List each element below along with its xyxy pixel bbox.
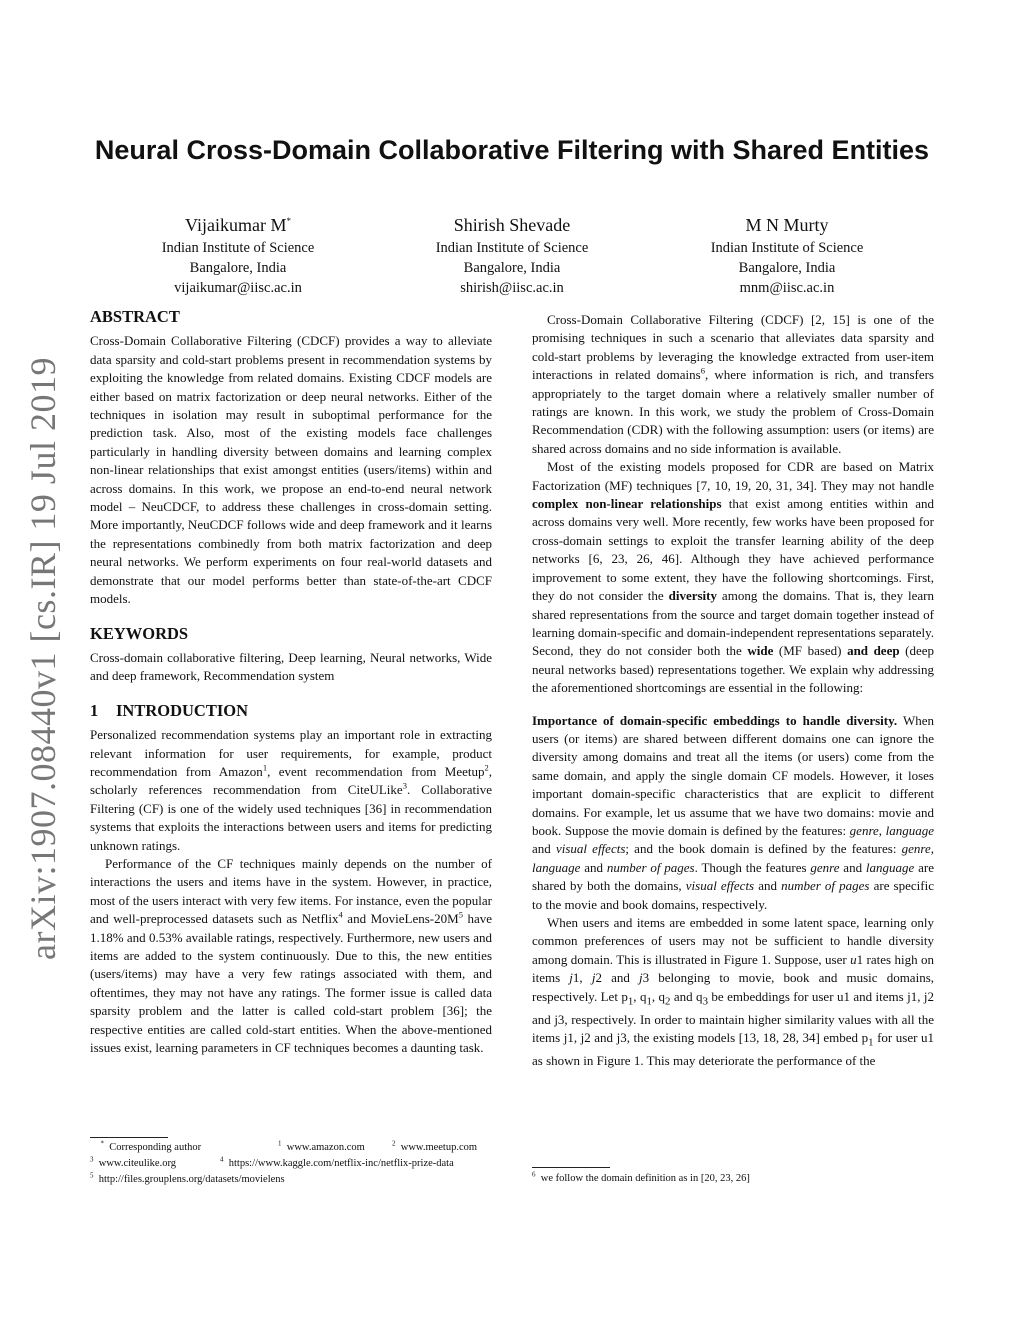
abstract-heading: ABSTRACT <box>90 307 180 326</box>
author-affiliation: Indian Institute of Science <box>161 240 315 256</box>
keywords-text: Cross-domain collaborative filtering, Deep learning, Neural networks, Wide and deep framework, Recommendation system <box>90 649 492 684</box>
body-paragraph: Importance of domain-specific embeddings to handle diversity. When users (or items) are shared between different domains one can ignore the diversity among domains and treat all the items (or users) come from the same domain, and apply the single domain CF models. However, it loses important domain-specific characteristics that are explicit to different domains. For example, let us assume that we have two domains: movie and book. Suppose the movie domain is defined by the features: genre, language and visual effects; and the book domain is defined by the features: genre, language and number of pages. Though the features genre and language are shared by both the domains, visual effects and number of pages are specific to the movie and book domains, respectively. <box>532 712 935 912</box>
intro-paragraph: Personalized recommendation systems play an important role in extracting relevant information for user requirements, for example, product recommendation from Amazon$^1$, event recommendation from Meetup$^2$, scholarly references recommendation from CiteULike$^3$. Collaborative Filtering (CF) is one of the widely used techniques [36] in recommendation systems that exploits the interactions between users and items for predicting unknown ratings. <box>90 727 492 853</box>
footnote-4: $^4$ https://www.kaggle.com/netflix-inc/netflix-prize-data <box>220 1155 454 1169</box>
footnote-6: $^6$ we follow the domain definition as in [20, 23, 26] <box>532 1170 750 1184</box>
author-block <box>657 212 917 298</box>
footnote-corresponding: * Corresponding author <box>100 1139 202 1153</box>
body-paragraph: Most of the existing models proposed for CDR are based on Matrix Factorization (MF) techniques [7, 10, 19, 20, 31, 34]. They may not handle complex non-linear relationships that exist among entities within and across domains very well. More recently, few works have been proposed for cross-domain settings to exploit the transfer learning ability of the deep networks [6, 23, 26, 46]. Although they have achieved performance improvement to some extent, they have the following shortcomings. First, they do not consider the diversity among the domains. That is, they learn shared representations from the source and target domain together instead of learning domain-specific and domain-independent representations separately. Second, they do not consider both the wide (MF based) and deep (deep neural networks based) representations together. We explain why addressing the aforementioned shortcomings are essential in the following: <box>532 459 935 696</box>
left-column <box>90 308 492 1057</box>
body-paragraph: Cross-Domain Collaborative Filtering (CDCF) [2, 15] is one of the promising techniques in such a scenario that alleviates data sparsity and cold-start problems by leveraging the knowledge extracted from user-item interactions in related domains$^6$, where information is rich, and transfers appropriately to the target domain where a relatively smaller number of ratings are known. In this work, we study the problem of Cross-Domain Recommendation (CDR) with the following assumption: users (or items) are shared across domains and no side information is available. <box>532 312 934 456</box>
intro-paragraph: Performance of the CF techniques mainly depends on the number of interactions the users and items have in the system. However, in practice, most of the users interact with very few items. For instance, even the popular and well-preprocessed datasets such as Netflix$^4$ and MovieLens-$20M^5$ have 1.18% and 0.53% available ratings, respectively. Furthermore, new users and items are added to the system continuously. Due to this, the new entities (users/items) may have a very few ratings associated with them, and oftentimes, they may not have any ratings. The former issue is called data sparsity problem and the latter is called cold-start problem [36]; the respective entities are called cold-start entities. When the above-mentioned issues exist, learning parameters in CF techniques becomes a daunting task. <box>90 855 492 1056</box>
author-name: Vijaikumar M* <box>185 215 291 235</box>
abstract-text: Cross-Domain Collaborative Filtering (CDCF) provides a way to alleviate data sparsity and cold-start problems present in recommendation systems by exploiting the knowledge from related domains. Existing CDCF models are either based on matrix factorization or deep neural networks. Either of the techniques in isolation may result in suboptimal performance for the prediction task. Also, most of the existing models face challenges particularly in handling diversity between domains and learning complex non-linear relationships that exist amongst entities (users/items) within and across domains. In this work, we propose an end-to-end neural network model – NeuCDCF, to address these challenges in cross-domain setting. More importantly, NeuCDCF follows wide and deep framework and it learns the representations combinedly from both matrix factorization and deep neural networks. We perform experiments on four real-world datasets and demonstrate that our model performs better than state-of-the-art CDCF models. <box>90 333 492 607</box>
author-block <box>382 212 642 298</box>
footnote-5: $^5$ http://files.grouplens.org/datasets/movielens <box>90 1171 285 1185</box>
author-name: M N Murty <box>745 215 829 235</box>
author-affiliation: Indian Institute of Science <box>435 240 589 256</box>
keywords-heading: KEYWORDS <box>90 623 189 643</box>
body-paragraph: When users and items are embedded in some latent space, learning only common preferences of users may not be sufficient to handle diversity among domain. This is illustrated in Figure 1. Suppose, user u1 rates high on items j1, j2 and j3 belonging to movie, book and music domains, respectively. Let $p_1$, $q_1$, $q_2$ and $q_3$ be embeddings for user u1 and items j1, j2 and j3, respectively. In order to maintain higher similarity values with all the items j1, j2 and j3, the existing models [13, 18, 28, 34] embed $p_1$ for user u1 as shown in Figure 1. This may deteriorate the performance of the <box>532 915 934 1069</box>
arxiv-identifier: arXiv:1907.08440v1 [cs.IR] 19 Jul 2019 <box>23 357 63 960</box>
author-affiliation: Indian Institute of Science <box>710 240 864 256</box>
author-location: Bangalore, India <box>738 260 836 276</box>
author-email: shirish@iisc.ac.in <box>460 280 564 296</box>
author-location: Bangalore, India <box>463 260 561 276</box>
section-heading: 1 INTRODUCTION <box>90 700 249 720</box>
footnote-2: $^2$ www.meetup.com <box>392 1139 478 1153</box>
footnote-rule <box>532 1167 610 1168</box>
footnote-3: $^3$ www.citeulike.org <box>90 1155 177 1169</box>
author-email: vijaikumar@iisc.ac.in <box>174 280 302 296</box>
footnote-1: $^1$ www.amazon.com <box>278 1139 365 1153</box>
author-email: mnm@iisc.ac.in <box>739 280 835 296</box>
paragraph-heading: Importance of domain-specific embeddings to handle diversity. <box>532 712 898 728</box>
author-name: Shirish Shevade <box>453 215 571 235</box>
paper-title: Neural Cross-Domain Collaborative Filtering with Shared Entities <box>94 135 930 165</box>
author-location: Bangalore, India <box>189 260 287 276</box>
right-column <box>532 311 934 1070</box>
author-block <box>108 212 368 298</box>
footnote-rule <box>90 1137 168 1138</box>
